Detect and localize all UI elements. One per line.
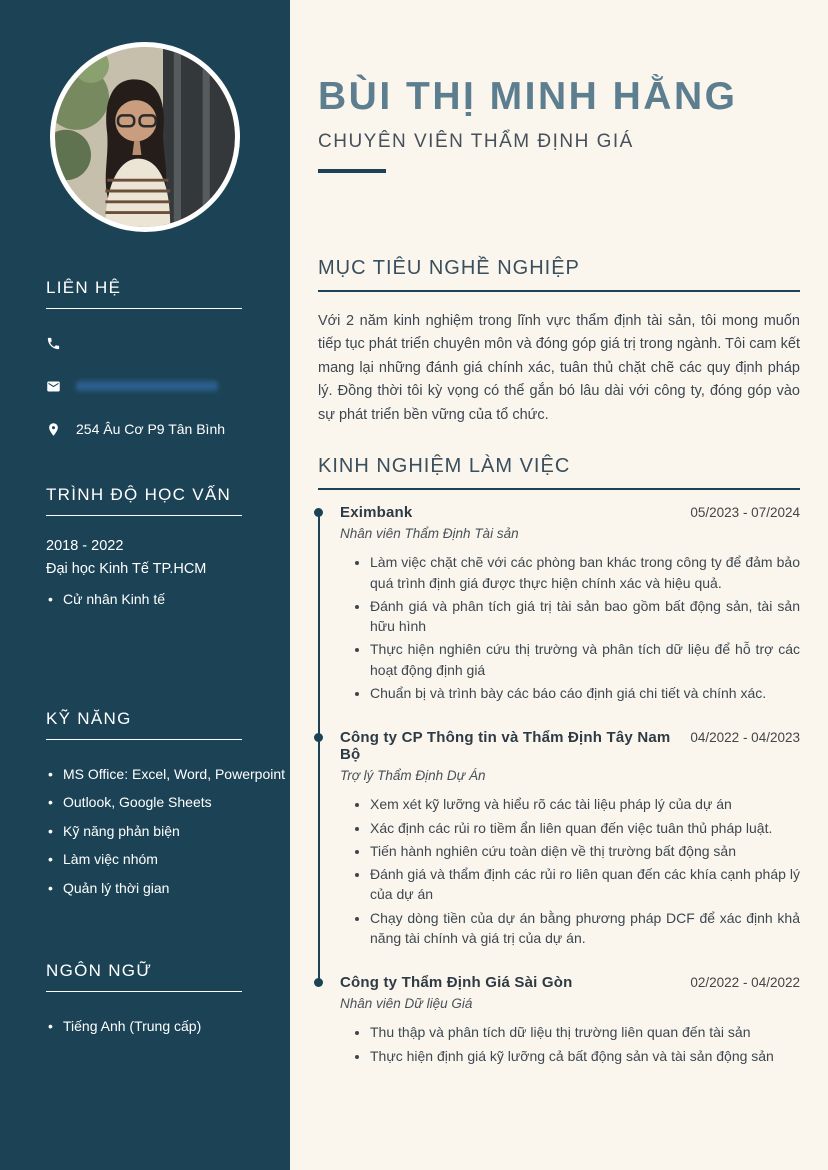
objective-section: [318, 257, 800, 427]
timeline-dot-icon: [314, 978, 323, 987]
job-bullet: • Xem xét kỹ lưỡng và hiểu rõ các tài liệu pháp lý của dự án: [370, 794, 800, 814]
skill-item: • MS Office: Excel, Word, Powerpoint: [46, 766, 282, 784]
job-bullet: • Làm việc chặt chẽ với các phòng ban khác trong công ty để đảm bảo quá trình định giá được thực hiện chính xác và hiệu quả.: [370, 552, 800, 593]
languages-section: [46, 961, 282, 1036]
company-name: Eximbank: [340, 504, 413, 522]
contact-list: [46, 335, 282, 437]
title-underline-bar: [318, 169, 386, 173]
education-period: 2018 - 2022: [46, 538, 124, 554]
objective-text: Với 2 năm kinh nghiệm trong lĩnh vực thẩm định tài sản, tôi mong muốn tiếp tục phát triển chuyên môn và đóng góp giá trị trong ngành. Tôi cam kết mang lại những đánh giá chính xác, tuân thủ chặt chẽ các quy định pháp lý. Đồng thời tôi kỳ vọng có thể gắn bó lâu dài với công ty, đóng góp vào sự phát triển bền vững của tổ chức.: [318, 312, 800, 423]
contact-phone-row: [46, 335, 282, 351]
contact-address-row: [46, 421, 282, 437]
language-item: • Tiếng Anh (Trung cấp): [46, 1018, 282, 1036]
job-bullet: • Chạy dòng tiền của dự án bằng phương pháp DCF để xác định khả năng tài chính và giá trị của dự án.: [370, 908, 800, 949]
experience-section: [318, 455, 800, 1066]
job-bullet: • Thu thập và phân tích dữ liệu thị trường liên quan đến tài sản: [370, 1022, 800, 1042]
job-header: [340, 729, 800, 763]
candidate-name: BÙI THỊ MINH HẰNG: [318, 75, 738, 118]
phone-icon: [46, 336, 61, 351]
education-school: Đại học Kinh Tế TP.HCM: [46, 561, 207, 577]
languages-title: NGÔN NGỮ: [46, 961, 153, 980]
experience-timeline: [318, 504, 800, 1066]
contact-rule: [46, 308, 242, 309]
job-bullet: • Xác định các rủi ro tiềm ẩn liên quan đến việc tuân thủ pháp luật.: [370, 818, 800, 838]
job-bullet: • Đánh giá và thẩm định các rủi ro liên quan đến các khía cạnh pháp lý của dự án: [370, 864, 800, 905]
contact-title: LIÊN HỆ: [46, 278, 122, 297]
job-bullet: • Thực hiện nghiên cứu thị trường và phân tích dữ liệu để hỗ trợ các hoạt động định giá: [370, 639, 800, 680]
location-icon: [46, 422, 61, 437]
contact-email-row: [46, 378, 282, 394]
job-bullet-list: [340, 552, 800, 703]
languages-rule: [46, 991, 242, 992]
languages-list: [46, 1018, 282, 1036]
job-bullet: • Tiến hành nghiên cứu toàn diện về thị trường bất động sản: [370, 841, 800, 861]
job-header: [340, 504, 800, 521]
education-section: [46, 485, 282, 609]
email-icon: [46, 379, 61, 394]
objective-title: MỤC TIÊU NGHỀ NGHIỆP: [318, 257, 800, 292]
job-role: Trợ lý Thẩm Định Dự Án: [340, 768, 486, 784]
skills-list: [46, 765, 286, 898]
degree-item: • Cử nhân Kinh tế: [46, 591, 282, 609]
profile-photo: [50, 42, 240, 232]
timeline-dot-icon: [314, 508, 323, 517]
main-content: [290, 0, 828, 1170]
skills-section: [46, 708, 286, 898]
company-name: Công ty CP Thông tin và Thẩm Định Tây Nam Bộ: [340, 729, 671, 764]
job-period: 04/2022 - 04/2023: [690, 730, 800, 746]
contact-section: [46, 278, 282, 437]
job-entry: [340, 504, 800, 703]
education-degree-list: [46, 591, 282, 609]
candidate-job-title: CHUYÊN VIÊN THẨM ĐỊNH GIÁ: [318, 130, 634, 152]
job-entry: [340, 974, 800, 1066]
address-text: 254 Âu Cơ P9 Tân Bình: [76, 421, 226, 437]
sidebar: [0, 0, 290, 1170]
experience-title: KINH NGHIỆM LÀM VIỆC: [318, 455, 800, 490]
header: [318, 74, 800, 173]
company-name: Công ty Thẩm Định Giá Sài Gòn: [340, 974, 573, 992]
skills-title: KỸ NĂNG: [46, 708, 132, 728]
email-redacted-text: [76, 381, 218, 391]
job-bullet: • Đánh giá và phân tích giá trị tài sản bao gồm bất động sản, tài sản hữu hình: [370, 596, 800, 637]
timeline-dot-icon: [314, 733, 323, 742]
job-entry: [340, 729, 800, 948]
job-period: 05/2023 - 07/2024: [690, 505, 800, 521]
skill-item: • Outlook, Google Sheets: [46, 794, 282, 812]
job-bullet: • Thực hiện định giá kỹ lưỡng cả bất động sản và tài sản động sản: [370, 1046, 800, 1066]
job-role: Nhân viên Thẩm Định Tài sản: [340, 526, 519, 542]
job-bullet-list: [340, 794, 800, 948]
education-rule: [46, 515, 242, 516]
profile-photo-placeholder: [55, 47, 235, 227]
job-bullet-list: [340, 1022, 800, 1066]
skill-item: • Làm việc nhóm: [46, 851, 282, 869]
job-role: Nhân viên Dữ liệu Giá: [340, 996, 473, 1012]
skill-item: • Quản lý thời gian: [46, 880, 282, 898]
job-period: 02/2022 - 04/2022: [690, 975, 800, 991]
job-header: [340, 974, 800, 991]
job-bullet: • Chuẩn bị và trình bày các báo cáo định giá chi tiết và chính xác.: [370, 683, 800, 703]
education-title: TRÌNH ĐỘ HỌC VẤN: [46, 485, 232, 504]
skills-rule: [46, 739, 242, 740]
skill-item: • Kỹ năng phản biện: [46, 823, 282, 841]
